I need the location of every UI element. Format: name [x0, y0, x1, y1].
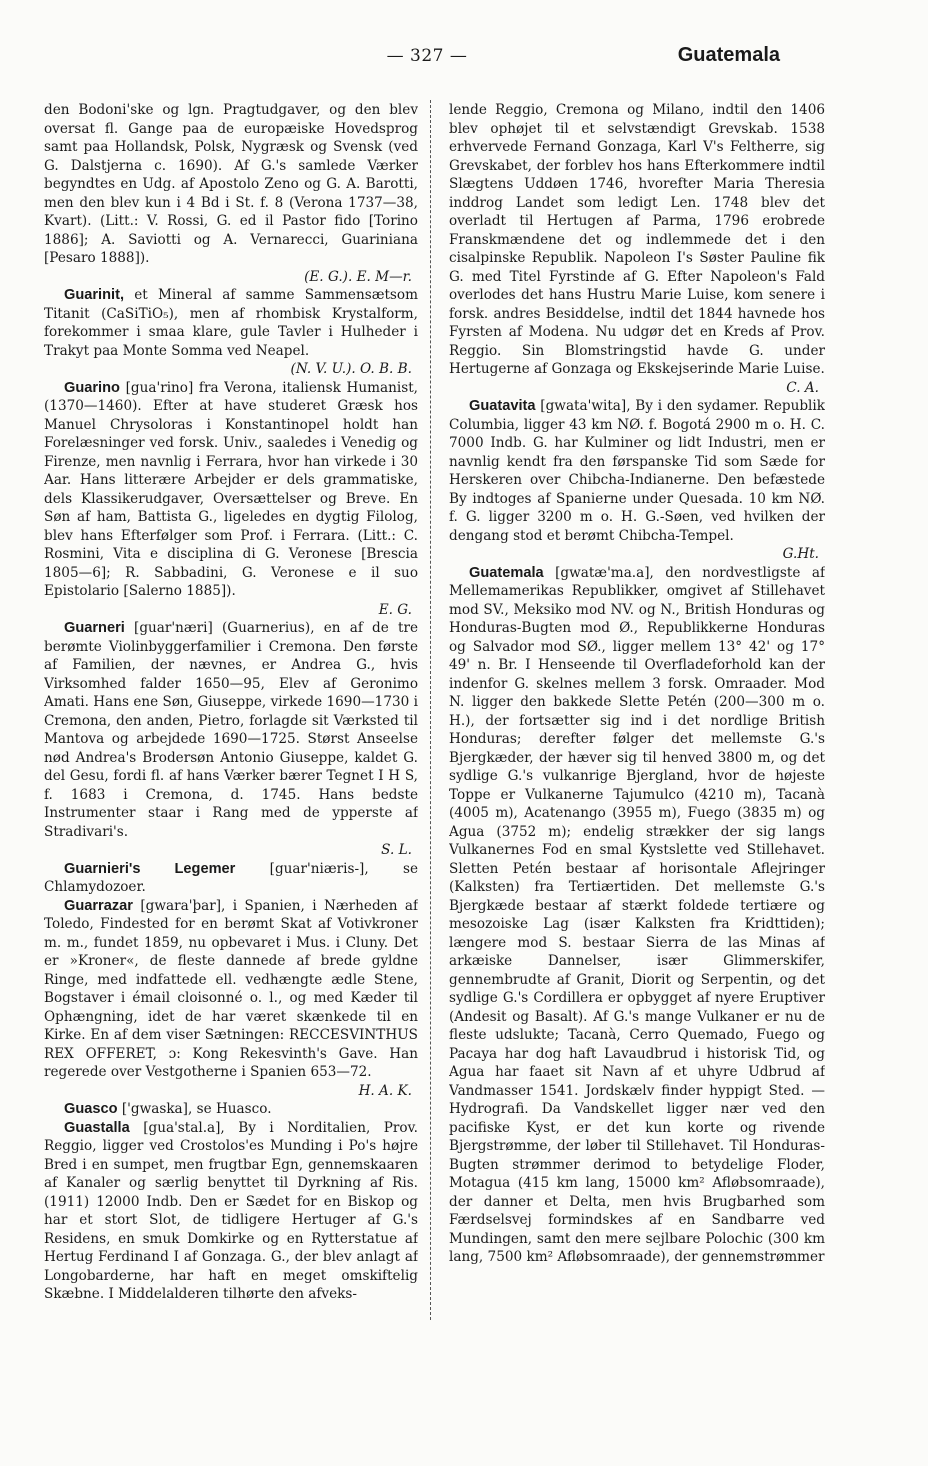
- dictionary-entry: [449, 397, 825, 545]
- entry-body: [gua'stal.a], By i Norditalien, Prov. Reggio, ligger ved Crostolos'es Munding i Po's højre Bred i en sumpet, men frugtbar Egn, gennemskaaren af Kanaler og særlig benyttet til Dyrkning af Ris. (1911) 12000 Indb. Den er Sædet for en Biskop og har et stort Slot, de tidligere Hertuger af G.'s Residens, en smuk Domkirke og en Rytterstatue af Hertug Ferdinand I af Gonzaga. G., der blev anlagt af Longobarderne, har haft en meget omskiftelig Skæbne. I Middelalderen tilhørte den afveks-: [44, 1119, 418, 1302]
- dictionary-entry: [44, 1100, 418, 1119]
- entry-headword: Guarinit,: [64, 287, 124, 303]
- page-number: — 327 —: [386, 46, 468, 66]
- entry-headword: Guastalla: [64, 1119, 130, 1136]
- dictionary-entry: [44, 379, 418, 601]
- continued-text: den Bodoni'ske og lgn. Pragtudgaver, og den blev oversat fl. Gange paa de europæiske Hovedsprog samt paa Hollandsk, Polsk, Nygræsk og Svensk (ved G. Dalstjerna c. 1690). Af G.'s samlede Værker begyndtes en Udg. af Apostolo Zeno og G. A. Barotti, men den blev kun i 4 Bd i St. f. 8 (Verona 1737—38, Kvart). (Litt.: V. Rossi, G. ed il Pastor fido [Torino 1886]; A. Saviotti og A. Vernarecci, Guariniana [Pesaro 1888]).: [44, 102, 418, 266]
- continued-text: lende Reggio, Cremona og Milano, indtil den 1406 blev ophøjet til et selvstændigt Grevskab. 1538 erhvervede Fernand Gonzaga, Karl V's Feltherre, sig Grevskabet, der forblev hos hans Efterkommere indtil Slægtens Uddøen 1746, hvorefter Maria Theresia inddrog Landet som ledigt Len. 1748 blev det overladt til Hertugen af Parma, 1796 erobrede Franskmændene det og indlemmede det i den cisalpinske Republik. Napoleon I's Søster Pauline fik G. med Titel Fyrstinde af G. Efter Napoleon's Fald overlodes det hans Hustru Marie Luise, kom senere i forsk. andres Besiddelse, indtil det 1844 havnede hos Fyrsten af Modena. Nu udgør det en Kreds af Prov. Reggio. Sin Blomstringstid havde G. under Hertugerne af Gonzaga og Ekskejserinde Marie Luise.: [449, 102, 825, 377]
- author-signature: S. L.: [381, 842, 412, 858]
- entry-headword: Guatemala: [469, 564, 544, 581]
- author-signature: E. G.: [378, 601, 412, 618]
- entry-body: [guar'niæris-], se Chlamydozoer.: [44, 860, 418, 895]
- entry-body: [gwara'þar], i Spanien, i Nærheden af Toledo, Findested for en berømt Skat af Votivkroner m. m., fundet 1859, nu opbevaret i Mus. i Cluny. Det er »Kroner«, de fleste dannede af brede gyldne Ringe, med indfattede ell. vedhængte ædle Stene, Bogstaver i émail cloisonné o. l., og med Kæder til Ophængning, idet de har været skænkede til en Kirke. En af dem viser Sætningen: RECCESVINTHUS REX OFFERET, ɔ: Kong Rekesvinth's Gave. Han regerede over Vestgotherne i Spanien 653—72.: [44, 897, 418, 1080]
- dictionary-entry: [44, 286, 418, 360]
- author-signature: (E. G.). E. M—r.: [304, 268, 412, 285]
- entry-body: ['gwaska], se Huasco.: [121, 1101, 272, 1117]
- entry-headword: Guarrazar: [64, 897, 133, 914]
- author-signature: C. A.: [786, 379, 819, 396]
- running-head: Guatemala: [677, 44, 780, 66]
- right-column: [449, 101, 825, 1321]
- entry-headword: Guarneri: [64, 620, 125, 636]
- column-divider: [430, 100, 431, 1320]
- author-signature: (N. V. U.). O. B. B.: [290, 361, 412, 377]
- dictionary-entry: [44, 897, 418, 1082]
- entry-headword: Guasco: [64, 1101, 118, 1117]
- dictionary-entry: [44, 619, 418, 841]
- dictionary-entry: [449, 564, 825, 1267]
- author-signature: H. A. K.: [358, 1082, 412, 1099]
- dictionary-entry: [44, 860, 418, 897]
- left-column: [44, 101, 418, 1321]
- entry-body: [gua'rino] fra Verona, italiensk Humanist, (1370—1460). Efter at have studeret Græsk hos Manuel Chrysoloras i Konstantinopel holdt han Forelæsninger ved forsk. Univ., saaledes i Venedig og Firenze, men navnlig i Ferrara, hvor han virkede i 30 Aar. Hans litterære Arbejder er dels grammatiske, dels Klassikerudgaver, Oversættelser og Breve. En Søn af ham, Battista G., ligeledes en dygtig Filolog, blev hans Efterfølger som Prof. i Ferrara. (Litt.: C. Rosmini, Vita e disciplina di G. Veronese [Brescia 1805—6]; R. Sabbadini, G. Veronese e il suo Epistolario [Salerno 1885]).: [44, 379, 418, 599]
- entry-body: et Mineral af samme Sammensætsom Titanit (CaSiTiO₅), men af rhombisk Krystalform, forekommer i smaa klare, gule Tavler i Hulheder i Trakyt paa Monte Somma ved Neapel.: [44, 287, 418, 359]
- entry-headword: Guarnieri's Legemer: [64, 860, 236, 877]
- entry-body: [gwata'wita], By i den sydamer. Republik Columbia, ligger 43 km NØ. f. Bogotá 2900 m o. H. C. 7000 Indb. G. har Kulminer og lidt Industri, men er navnlig kendt fra den førspanske Tid som Sæde for Herskeren over Chibcha-Indianerne. Den befæstede By indtoges af Spanierne under Quesada. 10 km NØ. f. G. ligger 3200 m o. H. G.-Søen, ved hvilken der dengang stod et berømt Chibcha-Tempel.: [449, 398, 825, 544]
- entry-body: [guar'næri] (Guarnerius), en af de tre berømte Violinbyggerfamilier i Cremona. Den første af Familien, der nævnes, er Andrea G., hvis Virksomhed falder 1650—95, Elev af Geronimo Amati. Hans ene Søn, Giuseppe, virkede 1690—1730 i Cremona, den anden, Pietro, forlagde sit Værksted til Mantova og arbejdede 1690—1725. Størst Anseelse nød Andrea's Brodersøn Antonio Giuseppe, kaldet G. del Gesu, fordi fl. af hans Værker bærer Tegnet I H S, f. 1683 i Cremona, d. 1745. Hans bedste Instrumenter staar i Rang med de ypperste af Stradivari's.: [44, 620, 418, 840]
- entry-headword: Guatavita: [469, 398, 536, 414]
- page-header: [0, 46, 928, 76]
- entry-body: [gwatæ'ma.a], den nordvestligste af Mellemamerikas Republikker, omgivet af Stillehavet mod SV., Meksiko mod NV. og N., British Honduras og Honduras-Bugten mod Ø., Republikkerne Honduras og Salvador mod SØ., ligger mellem 13° 42' og 17° 49' n. Br. I Henseende til Overfladeforhold kan der indenfor G. skelnes mellem 3 forsk. Omraader. Mod N. ligger den bakkede Slette Petén (200—300 m o. H.), der fortsætter sig ind i det nordlige British Honduras; derefter følger det mellemste G.'s Bjergkæder, der hæver sig til henved 3800 m, og det sydlige G.'s vulkanrige Bjergland, hvor de højeste Toppe er Vulkanerne Tajumulco (4210 m), Tacanà (4005 m), Acatenango (3955 m), Fuego (3835 m) og Agua (3752 m); endelig strækker der sig langs Vulkanernes Fod en smal Kystslette ved Stillehavet. Sletten Petén bestaar af horisontale Aflejringer (Kalksten) fra Tertiærtiden. Det mellemste G.'s Bjergkæde bestaar af stærkt foldede tertiære og mesozoiske Lag (især Kalksten fra Kridttiden); længere mod S. bestaar Sierra de las Minas af arkæiske Dannelser, især Glimmerskifer, gennembrudte af Granit, Diorit og Serpentin, og det sydlige G.'s Cordillera er opbygget af nyere Eruptiver (Andesit og Basalt). Af G.'s mange Vulkaner er nu de fleste udslukte; Tacanà, Cerro Quemado, Fuego og Pacaya har dog haft Lavaudbrud i historisk Tid, og Agua har faaet sit Navn af et uhyre Udbrud af Vandmasser 1541. Jordskælv finder hyppigt Sted. — Hydrografi. Da Vandskellet ligger nær ved den pacifiske Kyst, er det kun korte og rivende Bjergstrømme, der løber til Stillehavet. Til Honduras-Bugten strømmer derimod to betydelige Floder, Motagua (415 km lang, 15000 km² Afløbsomraade), der danner et Delta, men hvis Brugbarhed som Færdselsvej formindskes af en Sandbarre ved Mundingen, samt den mere sejlbare Polochic (300 km lang, 7500 km² Afløbsomraade), der gennemstrømmer: [449, 564, 825, 1265]
- dictionary-entry: [44, 1119, 418, 1304]
- author-signature: G.Ht.: [782, 546, 819, 562]
- entry-headword: Guarino: [64, 379, 120, 396]
